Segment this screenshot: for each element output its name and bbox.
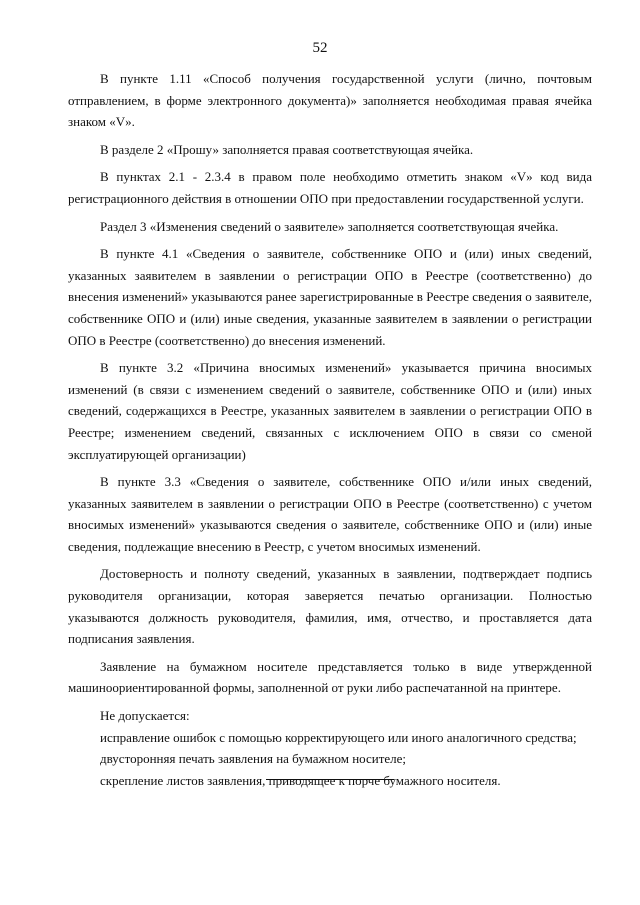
- closing-rule-divider: [266, 779, 394, 780]
- document-body: [68, 68, 592, 791]
- paragraph-items-2-1-2-3-4: В пунктах 2.1 - 2.3.4 в правом поле необходимо отметить знаком «V» код вида регистрационного действия в отношении ОПО при предоставлении государственной услуги.: [68, 169, 592, 206]
- paragraph-item-3-2: В пункте 3.2 «Причина вносимых изменений» указывается причина вносимых изменений (в связи с изменением сведений о заявителе, собственнике ОПО и (или) иных сведений, содержащихся в Реестре, указанных заявителем в заявлении о регистрации ОПО в Реестре; изменением сведений, связанных с исключением ОПО в связи со сменой эксплуатирующей организации): [68, 360, 592, 462]
- list-item-duplex-printing: двусторонняя печать заявления на бумажном носителе;: [100, 751, 407, 767]
- page-number: 52: [312, 40, 328, 56]
- paragraph-item-4-1: В пункте 4.1 «Сведения о заявителе, собственнике ОПО и (или) иных сведений, указанных заявителем в заявлении о регистрации ОПО в Реестре (соответственно) до внесения изменений» указываются ранее зарегистрированные в Реестре сведения о заявителе, собственнике ОПО и (или) иные сведения, указанные заявителем в заявлении о регистрации ОПО в Реестре (соответственно) до внесения изменений.: [68, 246, 592, 348]
- list-item-binding-damage: скрепление листов заявления, приводящее к порче бумажного носителя.: [100, 772, 501, 788]
- paragraph-signature-requirements: Достоверность и полноту сведений, указанных в заявлении, подтверждает подпись руководителя организации, которая заверяется печатью организации. Полностью указываются должность руководителя, фамилия, имя, отчество, и проставляется дата подписания заявления.: [68, 566, 592, 647]
- paragraph-section-2: В разделе 2 «Прошу» заполняется правая соответствующая ячейка.: [100, 141, 474, 157]
- paragraph-paper-form: Заявление на бумажном носителе представляется только в виде утвержденной машиноориентированной формы, заполненной от руки либо распечатанной на принтере.: [68, 658, 592, 696]
- list-item-corrections: исправление ошибок с помощью корректирующего или иного аналогичного средства;: [100, 729, 577, 745]
- paragraph-not-allowed-heading: Не допускается:: [100, 708, 190, 724]
- paragraph-item-1-11: В пункте 1.11 «Способ получения государственной услуги (лично, почтовым отправлением, в форме электронного документа)» заполняется необходимая правая ячейка знаком «V».: [68, 71, 592, 130]
- paragraph-section-3: Раздел 3 «Изменения сведений о заявителе» заполняется соответствующая ячейка.: [100, 218, 559, 234]
- paragraph-item-3-3: В пункте 3.3 «Сведения о заявителе, собственнике ОПО и/или иных сведений, указанных заявителем в заявлении о регистрации ОПО в Реестре (соответственно) с учетом вносимых изменений» указываются сведения о заявителе, собственнике ОПО и (или) иные сведения, подлежащие внесению в Реестр, с учетом вносимых изменений.: [68, 474, 592, 554]
